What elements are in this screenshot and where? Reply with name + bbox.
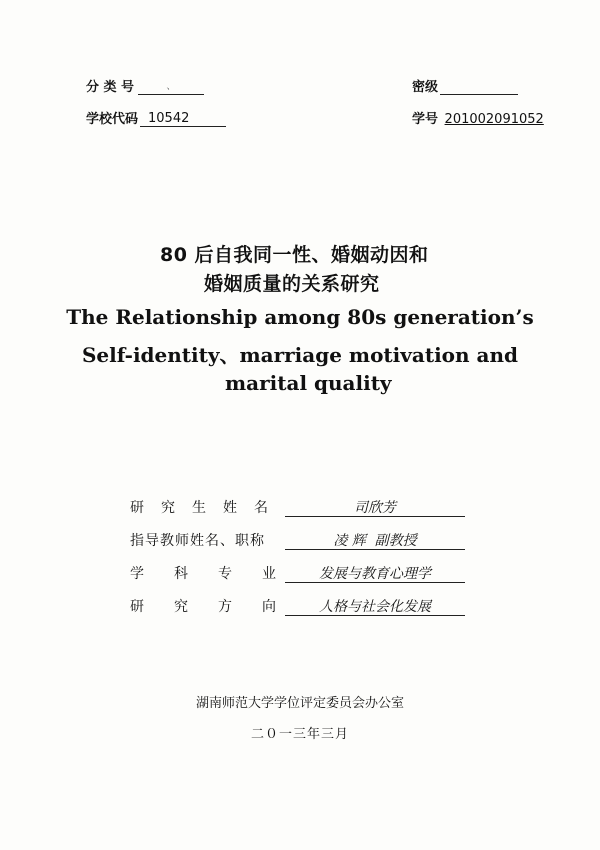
info-row-major bbox=[130, 563, 465, 583]
research-direction-label: 研究方向 bbox=[130, 599, 306, 615]
english-title-line-3: marital quality bbox=[225, 371, 392, 395]
classification-number-label: 分 类 号 bbox=[86, 80, 135, 95]
chinese-title-line-2: 婚姻质量的关系研究 bbox=[204, 273, 380, 295]
student-name-label: 研究生姓名 bbox=[130, 500, 285, 516]
secret-level-label: 密级 bbox=[412, 80, 439, 95]
info-row-research-direction bbox=[130, 596, 465, 616]
classification-number-value bbox=[138, 79, 204, 95]
school-code-value: 10542 bbox=[140, 112, 226, 127]
advisor-value: 凌 辉 副教授 bbox=[285, 533, 465, 550]
advisor-label: 指导教师姓名、职称 bbox=[130, 533, 265, 549]
student-name-value: 司欣芳 bbox=[285, 500, 465, 517]
major-label: 学科专业 bbox=[130, 566, 306, 582]
major-value: 发展与教育心理学 bbox=[285, 566, 465, 583]
chinese-title-line-1: 80 后自我同一性、婚姻动因和 bbox=[160, 244, 429, 266]
classification-number-mark: 、 bbox=[166, 82, 176, 92]
classification-number-field bbox=[86, 76, 204, 95]
info-row-student-name bbox=[130, 497, 465, 517]
issuing-office: 湖南师范大学学位评定委员会办公室 bbox=[195, 696, 404, 711]
student-number-label: 学号 bbox=[412, 112, 439, 127]
english-title-line-1: The Relationship among 80s generation’s bbox=[66, 305, 534, 329]
secret-level-field bbox=[412, 76, 518, 95]
secret-level-value bbox=[440, 94, 518, 95]
info-row-advisor bbox=[130, 530, 465, 550]
school-code-field bbox=[86, 108, 226, 127]
english-title-line-2: Self-identity、marriage motivation and bbox=[81, 343, 518, 367]
issue-date: 二０一三年三月 bbox=[250, 727, 349, 742]
school-code-label: 学校代码 bbox=[86, 112, 139, 127]
research-direction-value: 人格与社会化发展 bbox=[285, 599, 465, 616]
student-number-field bbox=[412, 108, 544, 127]
student-number-value: 201002091052 bbox=[444, 112, 544, 127]
